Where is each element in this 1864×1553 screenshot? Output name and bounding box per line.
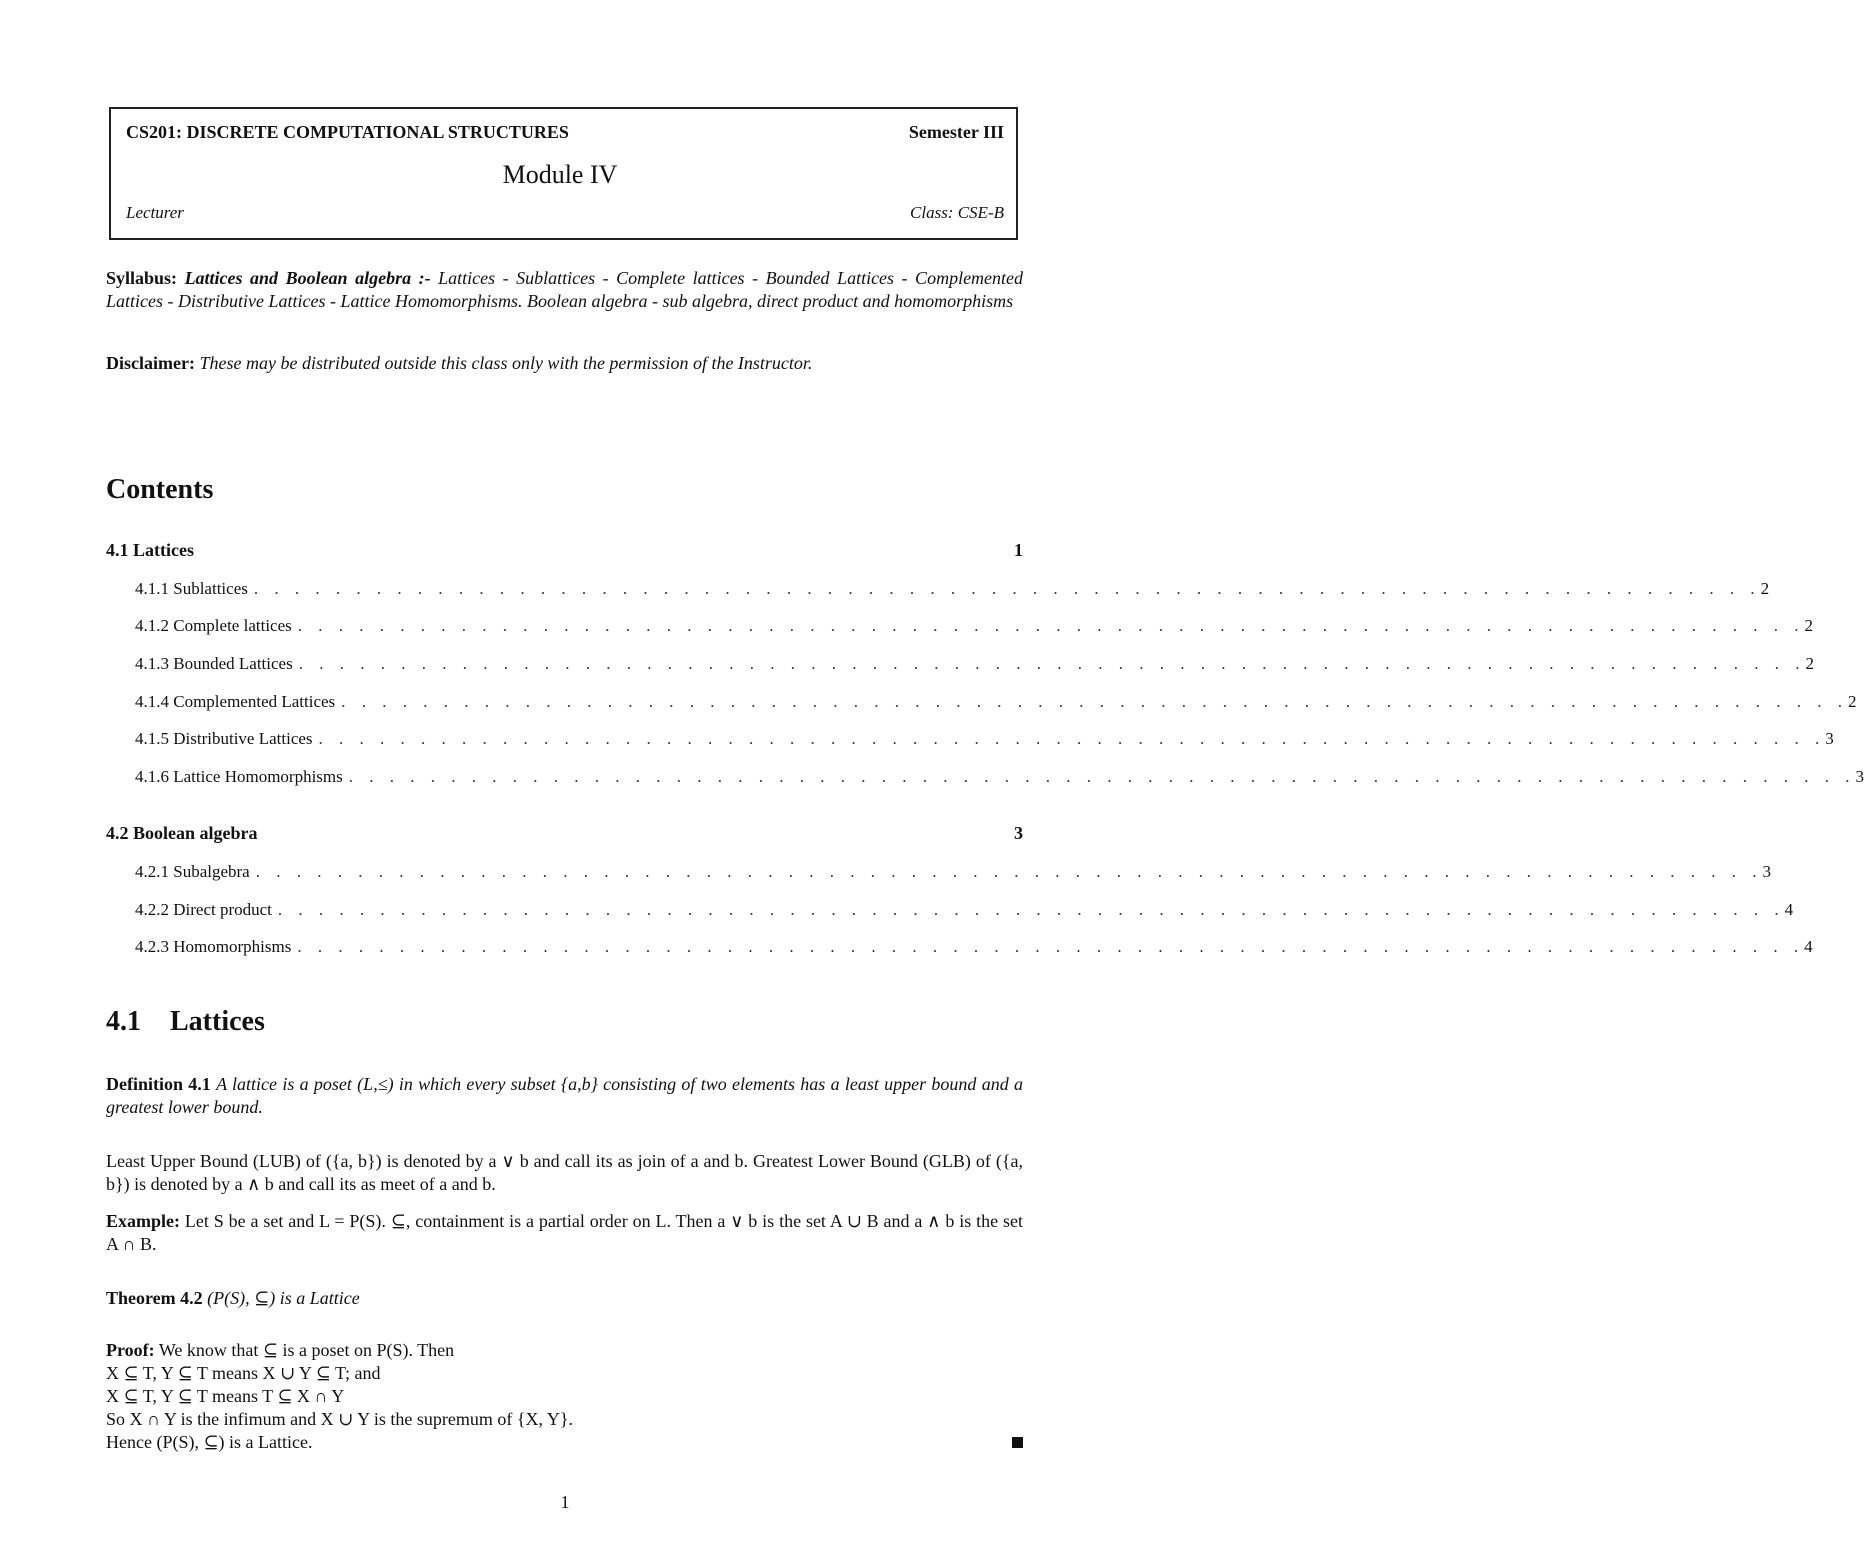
toc-section-title: 4.2.3 Homomorphisms	[135, 937, 292, 956]
toc-section-homomorphisms[interactable]	[135, 937, 1813, 957]
toc-section-complemented-lattices[interactable]	[135, 692, 1857, 712]
toc-section-lattice-homomorphisms[interactable]	[135, 767, 1864, 787]
module-title: Module IV	[502, 160, 618, 189]
toc-chapter-title: 4.2 Boolean algebra	[106, 823, 258, 843]
toc-chapter-lattices[interactable]	[106, 540, 1023, 561]
toc-section-title: 4.1.1 Sublattices	[135, 579, 248, 598]
toc-section-distributive-lattices[interactable]	[135, 729, 1834, 749]
disclaimer-label: Disclaimer:	[106, 353, 195, 373]
proof-block	[106, 1339, 1023, 1454]
section-title: Lattices	[170, 1006, 265, 1037]
page-number: 1	[560, 1492, 570, 1512]
toc-section-page: 2	[1847, 692, 1857, 711]
proof-line-2: X ⊆ T, Y ⊆ T means X ∪ Y ⊆ T; and	[106, 1363, 381, 1383]
contents-heading: Contents	[106, 474, 214, 505]
toc-section-title: 4.1.3 Bounded Lattices	[135, 654, 293, 673]
disclaimer-paragraph	[106, 352, 1023, 375]
section-heading	[106, 1006, 265, 1038]
proof-line-3: X ⊆ T, Y ⊆ T means T ⊆ X ∩ Y	[106, 1386, 345, 1406]
toc-leader-dots: . . . . . . . . . . . . . . . . . . . . . . . . . . . . . . . . . . . . . . . . . . . . . . . . . . . . . . . . . . . . . . . . . . . . . . . . . .	[255, 862, 1763, 881]
toc-chapter-page: 1	[1014, 540, 1023, 560]
syllabus-label: Syllabus:	[106, 268, 178, 288]
proof-line-1	[106, 1339, 1023, 1362]
definition-text: A lattice is a poset (L,≤) in which every subset {a,b} consisting of two elements has a least upper bound and a greatest lower bound.	[106, 1074, 1023, 1117]
toc-chapter-title: 4.1 Lattices	[106, 540, 194, 560]
proof-text: We know that ⊆ is a poset on P(S). Then	[158, 1340, 455, 1360]
theorem-paragraph	[106, 1287, 1023, 1310]
toc-leader-dots: . . . . . . . . . . . . . . . . . . . . . . . . . . . . . . . . . . . . . . . . . . . . . . . . . . . . . . . . . . . . . . . . . . . . . . . . . .	[297, 937, 1805, 956]
toc-chapter-page: 3	[1014, 823, 1023, 843]
theorem-text: (P(S), ⊆) is a Lattice	[207, 1288, 360, 1308]
toc-section-page: 2	[1805, 654, 1814, 673]
definition-paragraph	[106, 1073, 1023, 1119]
toc-section-page: 2	[1804, 616, 1813, 635]
toc-section-page: 4	[1804, 937, 1813, 956]
definition-label: Definition 4.1	[106, 1074, 211, 1094]
course-title: CS201: DISCRETE COMPUTATIONAL STRUCTURES	[126, 122, 569, 142]
example-paragraph	[106, 1210, 1023, 1256]
lub-glb-paragraph: Least Upper Bound (LUB) of ({a, b}) is denoted by a ∨ b and call its as join of a and b. Greatest Lower Bound (GLB) of ({a, b}) is denoted by a ∧ b and call its as meet of a and b.	[106, 1151, 1023, 1194]
toc-leader-dots: . . . . . . . . . . . . . . . . . . . . . . . . . . . . . . . . . . . . . . . . . . . . . . . . . . . . . . . . . . . . . . . . . . . . . . . . . .	[348, 767, 1856, 786]
toc-section-subalgebra[interactable]	[135, 862, 1771, 882]
proof-line-4: So X ∩ Y is the infimum and X ∪ Y is the supremum of {X, Y}.	[106, 1409, 573, 1429]
syllabus-text: Lattices - Sublattices - Complete lattices - Bounded Lattices - Complemented Lattices - Distributive Lattices - Lattice Homomorphisms. Boolean algebra - sub algebra, direct product and homomorphisms	[106, 268, 1024, 311]
syllabus-topic: Lattices and Boolean algebra :-	[184, 268, 431, 288]
toc-leader-dots: . . . . . . . . . . . . . . . . . . . . . . . . . . . . . . . . . . . . . . . . . . . . . . . . . . . . . . . . . . . . . . . . . . . . . . . . . .	[253, 579, 1761, 598]
proof-label: Proof:	[106, 1340, 155, 1360]
example-text: Let S be a set and L = P(S). ⊆, containment is a partial order on L. Then a ∨ b is the set A ∪ B and a ∧ b is the set A ∩ B.	[106, 1211, 1023, 1254]
semester-label: Semester III	[908, 122, 1004, 142]
toc-leader-dots: . . . . . . . . . . . . . . . . . . . . . . . . . . . . . . . . . . . . . . . . . . . . . . . . . . . . . . . . . . . . . . . . . . . . . . . . . .	[318, 729, 1826, 748]
toc-leader-dots: . . . . . . . . . . . . . . . . . . . . . . . . . . . . . . . . . . . . . . . . . . . . . . . . . . . . . . . . . . . . . . . . . . . . . . . . . .	[298, 654, 1806, 673]
toc-section-page: 2	[1760, 579, 1770, 598]
toc-section-page: 3	[1855, 767, 1864, 786]
toc-section-title: 4.1.6 Lattice Homomorphisms	[135, 767, 343, 786]
proof-line-5: Hence (P(S), ⊆) is a Lattice.	[106, 1432, 313, 1452]
toc-section-page: 3	[1762, 862, 1771, 881]
disclaimer-text: These may be distributed outside this class only with the permission of the Instructor.	[199, 353, 813, 373]
syllabus-paragraph	[106, 267, 1023, 313]
theorem-label: Theorem 4.2	[106, 1288, 203, 1308]
class-label: Class: CSE-B	[910, 203, 1004, 222]
toc-section-title: 4.2.2 Direct product	[135, 900, 272, 919]
toc-leader-dots: . . . . . . . . . . . . . . . . . . . . . . . . . . . . . . . . . . . . . . . . . . . . . . . . . . . . . . . . . . . . . . . . . . . . . . . . . .	[341, 692, 1848, 711]
toc-section-title: 4.1.2 Complete lattices	[135, 616, 292, 635]
toc-section-sublattices[interactable]	[135, 579, 1770, 599]
toc-section-title: 4.2.1 Subalgebra	[135, 862, 250, 881]
toc-section-page: 4	[1784, 900, 1794, 919]
toc-leader-dots: . . . . . . . . . . . . . . . . . . . . . . . . . . . . . . . . . . . . . . . . . . . . . . . . . . . . . . . . . . . . . . . . . . . . . . . . . .	[277, 900, 1785, 919]
toc-section-direct-product[interactable]	[135, 900, 1794, 920]
toc-section-title: 4.1.4 Complemented Lattices	[135, 692, 336, 711]
toc-section-title: 4.1.5 Distributive Lattices	[135, 729, 313, 748]
toc-leader-dots: . . . . . . . . . . . . . . . . . . . . . . . . . . . . . . . . . . . . . . . . . . . . . . . . . . . . . . . . . . . . . . . . . . . . . . . . . .	[297, 616, 1805, 635]
toc-section-page: 3	[1825, 729, 1834, 748]
toc-chapter-boolean-algebra[interactable]	[106, 823, 1023, 844]
section-number: 4.1	[106, 1006, 141, 1037]
toc-section-bounded-lattices[interactable]	[135, 654, 1814, 674]
example-label: Example:	[106, 1211, 180, 1231]
qed-square-icon	[1012, 1437, 1023, 1448]
toc-section-complete-lattices[interactable]	[135, 616, 1813, 636]
lecturer-label: Lecturer	[126, 203, 184, 222]
